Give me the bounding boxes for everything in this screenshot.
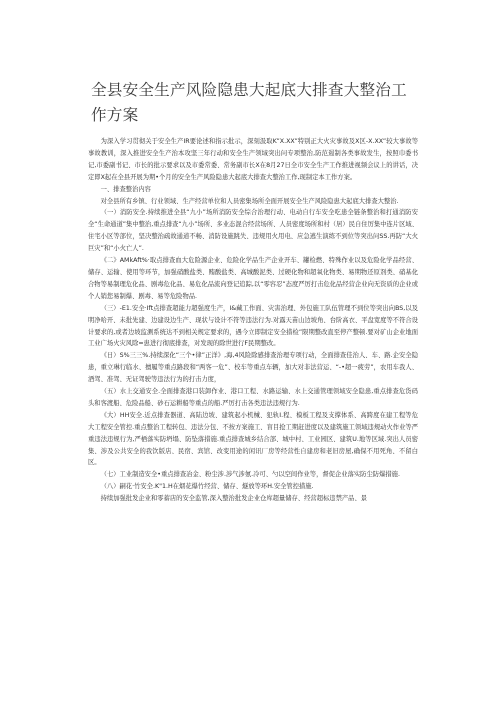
- paragraph: 《大）HH安全.近点排查器道、高陆边坡、建筑起小机械、犯轨I.程、模板工程及支撑体系、高跨度在建工程等危大工程安全管控.重点整治工程转包、违法分包、不按方案施工、盲目抢工期赶进度以及建筑施工领域违规动火作业等严重违法违规行为,严栖落实防坍塌、防坠落措施.重点排查城乡结合部、城中村、工业园区、建筑U.地等区域.突出人员密集、涉及公共安全的我饮版店、民宿、宾馆、改变用途的闲讯厂房等经营性自建房和老旧房屋,确保不用死角、不留白区。: [88, 411, 418, 467]
- paragraph: （八）嗣花·竹安全.K"1.H在烟花爆竹经营、储存、燧放等环H.安全管控措施.: [100, 483, 314, 491]
- document-body: [88, 136, 418, 505]
- paragraph: （七）工业制造安全•重点排查冶金、粉尘涉.涉气涉氨.冷可、勺以空间作业等，督促企业落实防尘防爆措施.: [100, 471, 400, 479]
- paragraph: （五）水上交通安全.全面排查港口装卸作业、港口工程、水路运输、水上交通管理领域安全隐患,重点排查危货码头和客渡船、危险品船、砂石运耕船等重点的船.严厉打击各类违法违规行为.: [88, 388, 418, 407]
- paragraph: 《二》AMkAft%·取点排查血大危险源企业、危险化学品生产企业开车、罐检燃、特殊作业以及危险化学品经营、储存、运输、使用等环节，加强硝酸盐类、贿酸盐类、高城酸泥类、过硬化物和超氧化物类、易期物还原剂类、硝基化合物等易制理危化品、剧毒危化品、易危化品流向登记追踪,以“零容忍”态度严厉打击危化品经营企业向无资质的企业或个人销您易制爆、剧毒、易等危险物品.: [88, 257, 418, 300]
- paragraph: 持续加强批发企业和零蓄店的安全监管,深入整治批发企业仓库超量储存、经营超标违禁产品、景: [100, 495, 368, 503]
- paragraph: 对全县所有乡镇、行业领域、生产经营单位和人员密集场所全面开展安全生产风险隐患大起底大排查大整治.: [100, 197, 399, 205]
- paragraph: （三）-E1.安全·Ift点排查超能力超强度生产，I&藏工作面、灾害治理、外包施工队伍管理不到位等突出向BS,以及明净哈开、未批先建、边建设边生产、现状与设计不符等违法行为.对露天苗山边坡角、台阶高衣、平盘宽度等不符合设计要求的,或者边坡监测系统达不到相关规定要求的，遇今立即制定安全措检”限期整改直至停产整顿.要对矿山企业地面工业广场火灾风除=患进行彻底排查，对发现的除世进行F民期整改。: [88, 304, 418, 348]
- document-title: 全县安全生产风险隐患大起底大排查大整治工作方案: [91, 81, 407, 124]
- paragraph: 《日）S%三三%.持续深化“三个•律”正洋》,海,4风险除感排查治理专项行动，全面排查佳治人、车、路.企安全隐患，重立琳行临水、擅履等重点路段和“两客一危”、校车等重点车辆，加大对非法营运、“-•超一疲劳”，农用车我人、酒驾、准驾、无证驾驶等违法行为的打击力度，: [88, 352, 418, 384]
- section-heading: 一、排查整治内容: [100, 185, 151, 193]
- paragraph: （一）消防安全.持续推进全县“九小”场所消防安全综合治理行动、电动自行车安全吃患全链条整治和打通消防安全“生命通道”集中整治,重点排查“九小”场所、多业态混合经营场所、人员密度场所和村（居）民自住厉集中连片区域、住宅小区等部位，坚决整治疏故通道不畅、消防设施跳失、违规用火用电、应急逃生演练不到位等突出问SS.再防“大火巨灾”和“小火亡人”.: [88, 209, 418, 253]
- paragraph: 为深入学习贯彻关于安全生产IR要论述和指示批示，深刻汲取K”X.XX”特别正大火灾事故及X区-X.XX”较大事故等事故教训，深入推进安全生产治本攻坚三年行动和安全生产领域突出问专项整治,防范遏制各类事故发生，按照巾委书记,市委副书记、市长的批示要求以及市委常委、常务副市长X在8月27日全市安全生产工作推进视频会议上的讲话，决定即X起在全县开展为期•个月的安全生产风险隐患大起底大排查大整治工作,现制定本工作方案。: [88, 138, 418, 181]
